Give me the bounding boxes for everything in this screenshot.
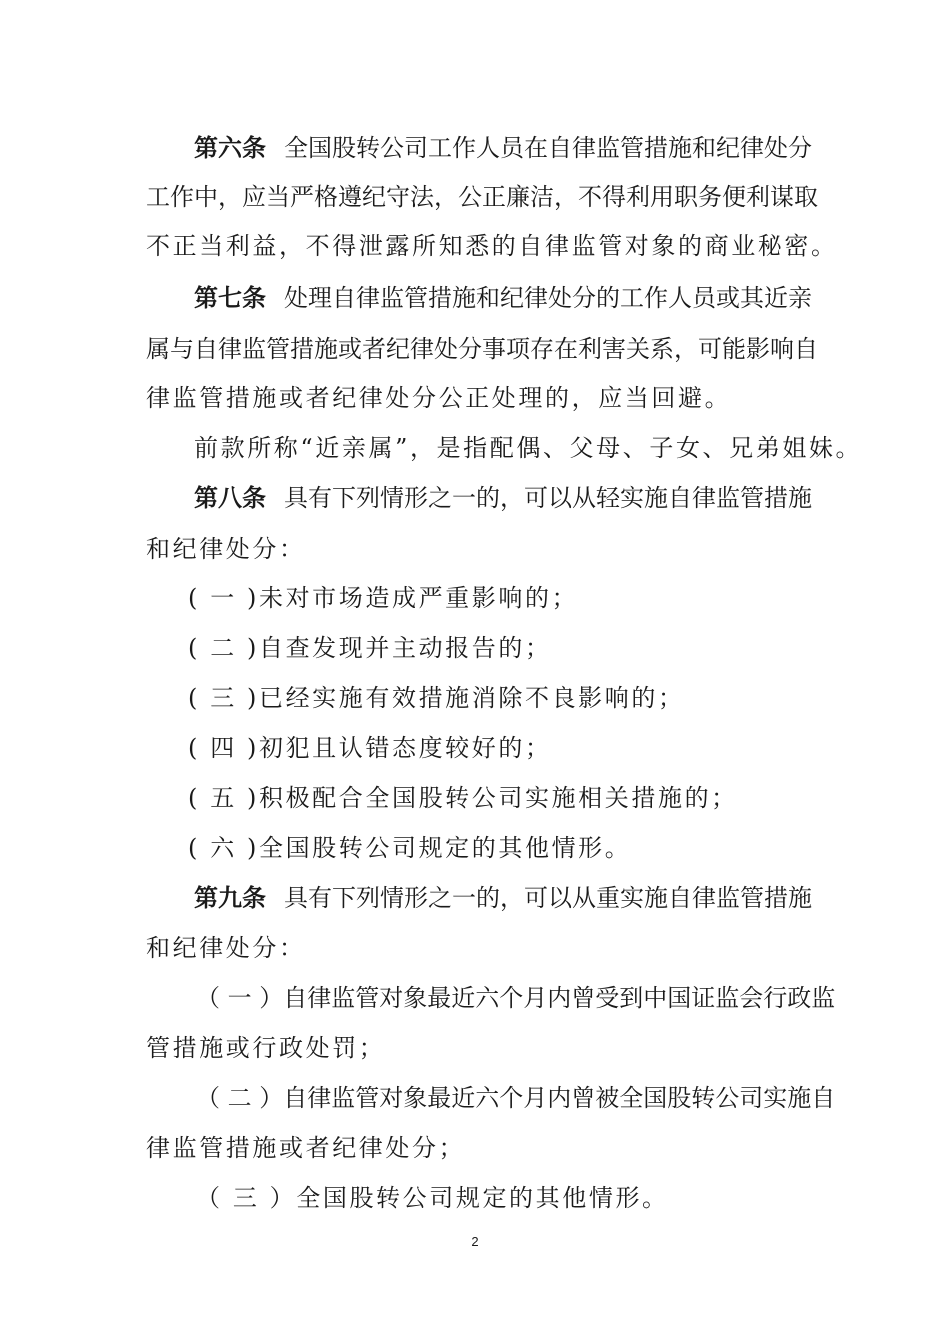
article-6-line-3: 不正当利益，不得泄露所知悉的自律监管对象的商业秘密。: [146, 232, 838, 260]
article-6-line-1: [146, 132, 812, 164]
article-8-item-6: ( 六 )全国股转公司规定的其他情形。: [188, 834, 632, 862]
article-9-lead: 第九条: [194, 884, 266, 912]
article-9-line-1: [146, 882, 812, 914]
article-7-line-1: [146, 282, 812, 314]
article-9-item-1-line-2: 管措施或行政处罚；: [146, 1034, 386, 1062]
article-6-line-2: 工作中，应当严格遵纪守法，公正廉洁，不得利用职务便利谋取: [146, 183, 818, 211]
article-7-lead: 第七条: [194, 284, 266, 312]
article-7-line-3: 律监管措施或者纪律处分公正处理的，应当回避。: [146, 384, 732, 412]
article-8-item-2: ( 二 )自查发现并主动报告的；: [188, 634, 552, 662]
article-7-paragraph-2: 前款所称“近亲属”，是指配偶、父母、子女、兄弟姐妹。: [194, 434, 863, 462]
article-8-lead: 第八条: [194, 484, 266, 512]
article-6-lead: 第六条: [194, 134, 266, 162]
article-7-text-1: 处理自律监管措施和纪律处分的工作人员或其近亲: [284, 284, 812, 312]
article-6-text-1: 全国股转公司工作人员在自律监管措施和纪律处分: [284, 134, 812, 162]
article-9-text-1: 具有下列情形之一的，可以从重实施自律监管措施: [284, 884, 812, 912]
article-8-line-1: [146, 482, 812, 514]
article-9-line-2: 和纪律处分：: [146, 934, 306, 962]
article-9-item-1-line-1: （ 一 ）自律监管对象最近六个月内曾受到中国证监会行政监: [196, 984, 836, 1012]
article-8-item-3: ( 三 )已经实施有效措施消除不良影响的；: [188, 684, 685, 712]
article-7-line-2: 属与自律监管措施或者纪律处分事项存在利害关系，可能影响自: [146, 335, 818, 363]
article-9-item-2-line-2: 律监管措施或者纪律处分；: [146, 1134, 466, 1162]
article-8-item-4: ( 四 )初犯且认错态度较好的；: [188, 734, 552, 762]
article-8-line-2: 和纪律处分：: [146, 535, 306, 563]
article-9-item-2-line-1: （ 二 ）自律监管对象最近六个月内曾被全国股转公司实施自: [196, 1084, 836, 1112]
article-8-item-5: ( 五 )积极配合全国股转公司实施相关措施的；: [188, 784, 738, 812]
article-9-item-3: （ 三 ）全国股转公司规定的其他情形。: [196, 1184, 669, 1212]
article-8-item-1: ( 一 )未对市场造成严重影响的；: [188, 584, 579, 612]
article-8-text-1: 具有下列情形之一的，可以从轻实施自律监管措施: [284, 484, 812, 512]
page-number: 2: [471, 1234, 479, 1249]
